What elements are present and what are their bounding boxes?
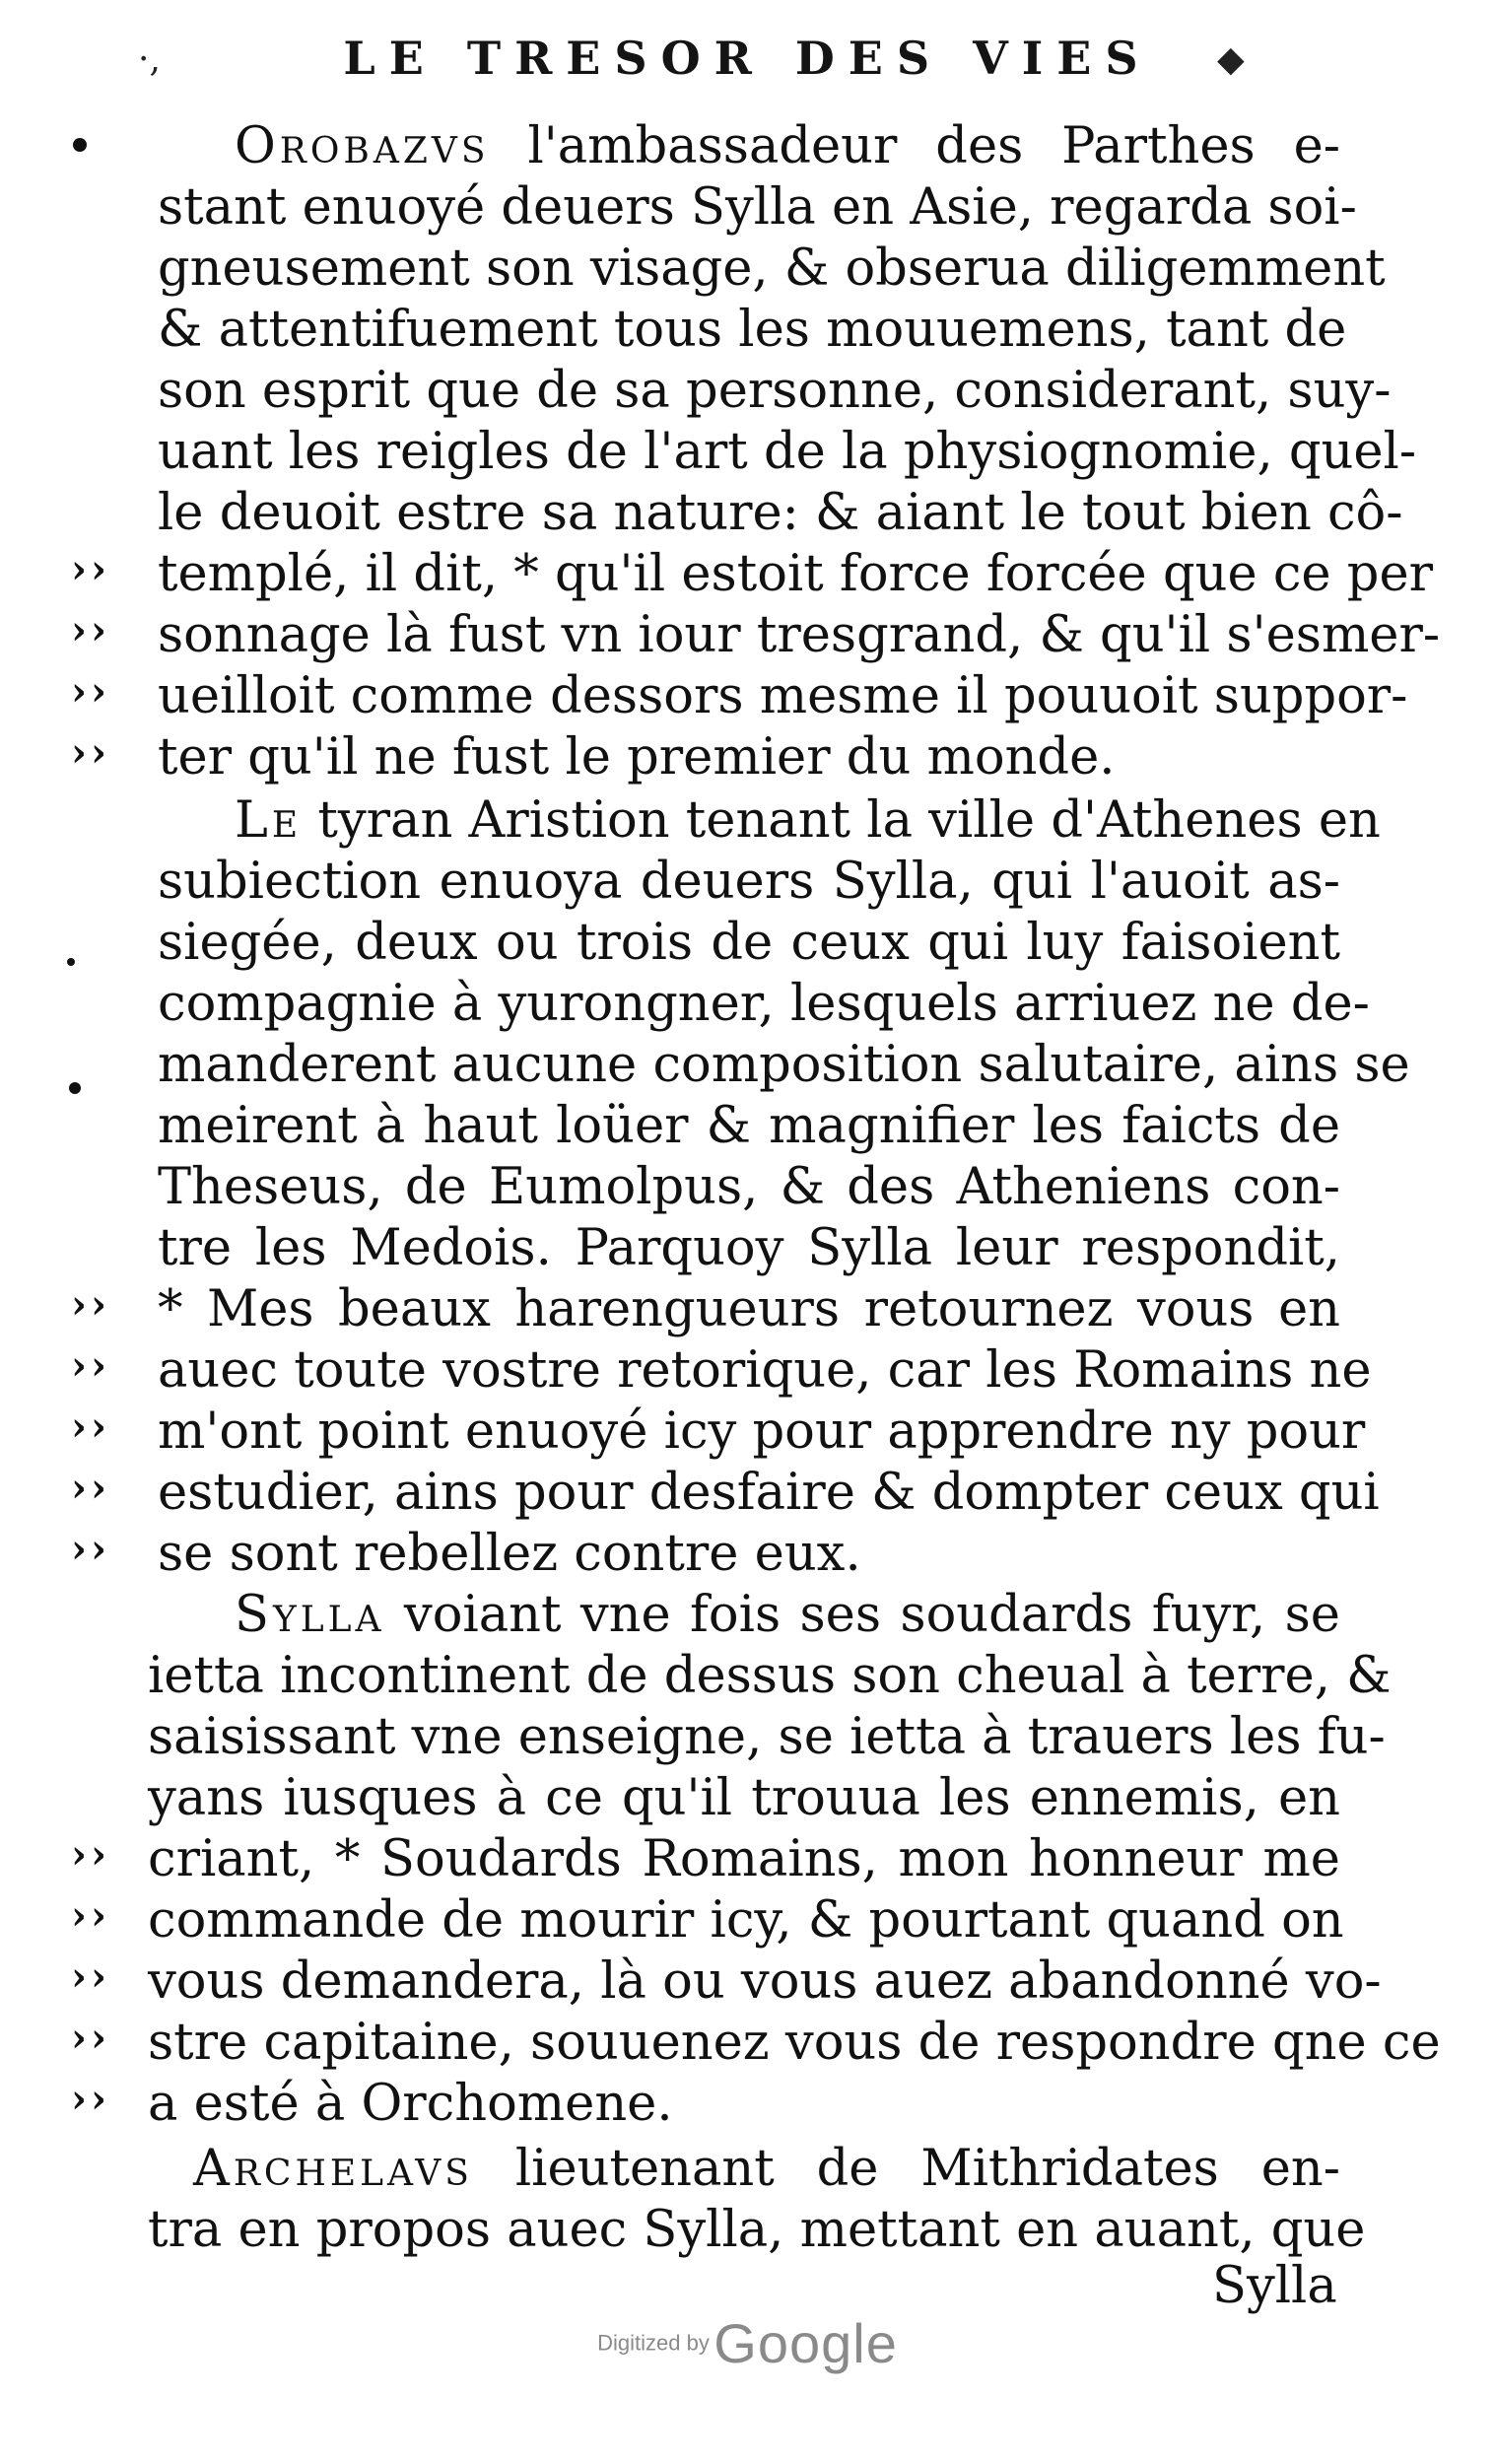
digitized-label: Digitized by [597,2330,710,2356]
quote-marker: ›› [71,1831,110,1878]
quote-marker: ›› [71,729,110,776]
google-logo: Google [714,2312,898,2374]
paragraph-1-line-3: gneusement son visage, & obserua diligemment [158,240,1386,298]
quote-marker: ›› [71,1892,110,1939]
margin-dot [73,138,87,152]
paragraph-3-line-7: vous demandera, là ou vous auez abandonné vo- [148,1952,1382,2011]
paragraph-3-line-1: Sylla voiant vne fois ses soudards fuyr, se [235,1586,1340,1644]
paragraph-2-line-3: siegée, deux ou trois de ceux qui luy faisoient [158,914,1340,972]
paragraph-3-line-9: a esté à Orchomene. [148,2075,673,2133]
quote-marker: ›› [71,1342,110,1389]
paragraph-2-line-11: m'ont point enuoyé icy pour apprendre ny pour [158,1403,1366,1461]
paragraph-1-line-5: son esprit que de sa personne, considerant, suy- [158,362,1392,420]
paragraph-3-line-2: ietta incontinent de dessus son cheual à terre, & [148,1647,1392,1705]
paragraph-2-line-7: Theseus, de Eumolpus, & des Atheniens con- [158,1158,1340,1216]
paragraph-1-line-6: uant les reigles de l'art de la physiognomie, quel- [158,423,1417,481]
paragraph-2-line-4: compagnie à yurongner, lesquels arriuez ne de- [158,975,1370,1033]
paragraph-2-line-5: manderent aucune composition salutaire, ains se [158,1036,1410,1094]
paragraph-4-line-2: tra en propos auec Sylla, mettant en auant, que [148,2201,1366,2259]
quote-marker: ›› [71,607,110,653]
paragraph-2-line-12: estudier, ains pour desfaire & dompter ceux qui [158,1464,1380,1522]
quote-marker: ›› [71,2076,110,2122]
quote-marker: ›› [71,1526,110,1572]
paragraph-1-line-2: stant enuoyé deuers Sylla en Asie, regarda soi- [158,178,1357,237]
paragraph-2-line-2: subiection enuoya deuers Sylla, qui l'auoit as- [158,853,1340,911]
quote-marker: ›› [71,1403,110,1450]
quote-marker: ›› [71,668,110,715]
quote-marker: ›› [71,1465,110,1511]
paragraph-4-line-1: Archelavs lieutenant de Mithridates en- [193,2140,1340,2198]
paragraph-1-line-7: le deuoit estre sa nature: & aiant le tout bien cô- [158,484,1403,542]
paragraph-2-line-13: se sont rebellez contre eux. [158,1525,861,1583]
digitized-by-google-watermark [0,2311,1495,2375]
paragraph-3-line-8: stre capitaine, souuenez vous de respondre qne ce [148,2014,1441,2072]
paragraph-1-line-11: ter qu'il ne fust le premier du monde. [158,728,1116,787]
paragraph-3-line-6: commande de mourir icy, & pourtant quand on [148,1891,1344,1950]
quote-marker: ›› [71,2015,110,2061]
paragraph-2-line-9: * Mes beaux harengueurs retournez vous en [158,1280,1340,1338]
margin-dot [67,958,75,966]
paragraph-1-line-4: & attentifuement tous les mouuemens, tant de [158,301,1347,359]
quote-marker: ›› [71,546,110,592]
margin-dot [69,1082,81,1094]
running-head: LE TRESOR DES VIES [343,32,1152,85]
quote-marker: ›› [71,1953,110,2000]
ornament-right: ◆ [1217,39,1245,80]
paragraph-2-line-10: auec toute vostre retorique, car les Romains ne [158,1341,1372,1400]
paragraph-3-line-4: yans iusques à ce qu'il trouua les ennemis, en [148,1769,1340,1827]
paragraph-3-line-5: criant, * Soudards Romains, mon honneur me [148,1830,1340,1888]
paragraph-1-line-8: templé, il dit, * qu'il estoit force forcée que ce per [158,545,1434,603]
paragraph-1-line-10: ueilloit comme dessors mesme il pouuoit suppor- [158,667,1408,725]
paragraph-1-line-1: Orobazvs l'ambassadeur des Parthes e- [235,117,1340,175]
quote-marker: ›› [71,1281,110,1328]
paragraph-1-line-9: sonnage là fust vn iour tresgrand, & qu'il s'esmer- [158,606,1441,664]
ornament-left: ·, [138,39,161,80]
catchword: Sylla [1212,2257,1337,2315]
paragraph-3-line-3: saisissant vne enseigne, se ietta à trauers les fu- [148,1708,1386,1766]
paragraph-2-line-1: Le tyran Aristion tenant la ville d'Athenes en [235,791,1381,850]
paragraph-2-line-8: tre les Medois. Parquoy Sylla leur respondit, [158,1219,1340,1277]
paragraph-2-line-6: meirent à haut loüer & magnifier les faicts de [158,1097,1340,1155]
